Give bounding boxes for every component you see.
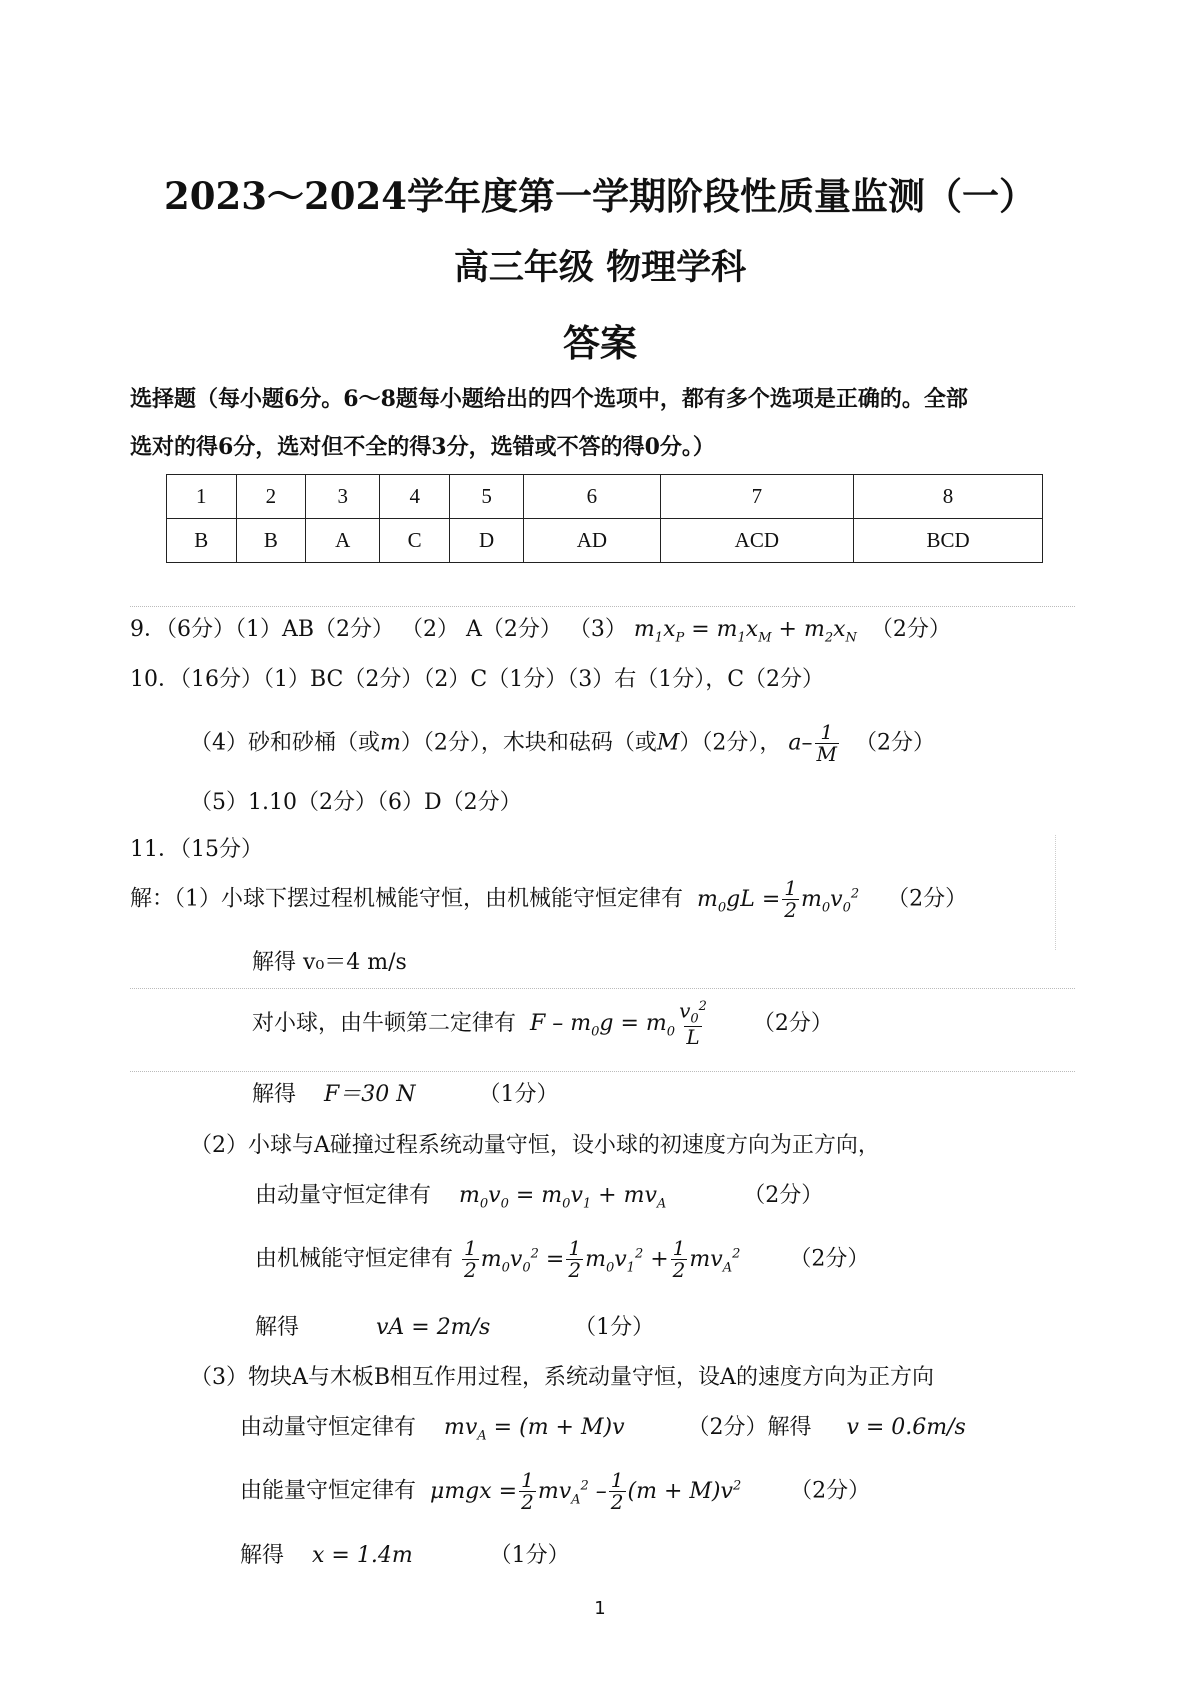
momentum-points: （2分）解得 — [687, 1415, 812, 1440]
table-cell: 2 — [236, 475, 306, 519]
answer-label: 答案 — [563, 321, 637, 365]
result-points: （1分） — [489, 1543, 570, 1568]
energy-points: （2分） — [789, 1246, 870, 1272]
q11-step1-result — [252, 945, 407, 976]
energy-points: （2分） — [790, 1478, 871, 1504]
q11-part3-intro: （3）物块A与木板B相互作用过程，系统动量守恒，设A的速度方向为正方向 — [190, 1365, 934, 1390]
result-label: 解得 — [252, 950, 297, 975]
table-cell: 5 — [449, 475, 523, 519]
result-points: （1分） — [478, 1082, 559, 1107]
q11-part3-result — [240, 1538, 570, 1569]
result-label: 解得 — [240, 1543, 285, 1568]
result-label: 解得 — [255, 1315, 300, 1340]
q11-header: 11．（15分） — [130, 837, 263, 862]
q9-text: 9．（6分）（1）AB（2分） （2） A（2分） （3） — [130, 617, 627, 642]
q11-step2-label: 对小球，由牛顿第二定律有 — [252, 1011, 517, 1037]
result-value: x = 1.4m — [312, 1543, 413, 1568]
momentum-formula: $mv_A = (m + M)v$ — [444, 1415, 625, 1444]
q10-line-1: 10．（16分）（1）BC（2分）（2）C（1分）（3）右（1分），C（2分） — [130, 667, 825, 692]
energy-label: 由机械能守恒定律有 — [255, 1246, 454, 1272]
divider — [130, 988, 1075, 989]
energy-formula: μmgx = $\frac{1}{2}$ $mv_A^2$ – $\frac{1}{2}$ $(m + M)v^2$ — [430, 1468, 742, 1514]
table-cell: A — [306, 519, 380, 563]
momentum-label: 由动量守恒定律有 — [240, 1415, 417, 1440]
result-points: （1分） — [574, 1315, 655, 1340]
result-value: v = 0.6m/s — [846, 1415, 966, 1440]
q11-step2 — [252, 1000, 833, 1048]
q11-step2-formula: $F - m_0g = m_0$ $\frac{v_0^2}{L}$ — [530, 998, 707, 1050]
table-row-answers — [167, 519, 1043, 563]
table-cell: D — [449, 519, 523, 563]
q11-step1-label: 解：（1）小球下摆过程机械能守恒，由机械能守恒定律有 — [130, 886, 683, 912]
table-cell: 6 — [524, 475, 660, 519]
q11-step3 — [252, 1077, 558, 1108]
result-value: vA = 2m/s — [375, 1315, 491, 1340]
momentum-label: 由动量守恒定律有 — [255, 1183, 432, 1208]
energy-label: 由能量守恒定律有 — [240, 1478, 417, 1504]
q10-line-3: （5）1.10（2分）（6）D（2分） — [190, 790, 522, 815]
q11-part3-energy — [240, 1470, 870, 1513]
page-number: 1 — [594, 1598, 606, 1619]
fraction-1-over-M: $\frac{1}{M}$ — [816, 720, 838, 766]
q10-symbol-m: m — [380, 730, 401, 756]
momentum-points: （2分） — [743, 1183, 824, 1208]
answer-table — [166, 474, 1043, 563]
q11-step1-points: （2分） — [887, 886, 968, 912]
q11-part2-momentum — [255, 1178, 823, 1211]
result-value: F＝30 N — [324, 1082, 416, 1107]
table-cell: AD — [524, 519, 660, 563]
result-label: 解得 — [252, 1082, 297, 1107]
q9-formula: $m_1x_P = m_1x_M + m_2x_N$ — [633, 617, 857, 646]
result-value: v₀＝4 m/s — [303, 950, 407, 975]
q10-formula: a — [788, 730, 802, 756]
table-cell: 7 — [660, 475, 854, 519]
exam-title: 2023～2024学年度第一学期阶段性质量监测（一） — [164, 174, 1036, 218]
table-cell: B — [167, 519, 237, 563]
table-cell: 3 — [306, 475, 380, 519]
intro-line-2: 选对的得6分，选对但不全的得3分，选错或不答的得0分。） — [130, 434, 715, 460]
q11-step2-points: （2分） — [752, 1011, 833, 1037]
divider — [1055, 835, 1056, 950]
q11-part2-result — [255, 1310, 654, 1341]
table-cell: BCD — [854, 519, 1043, 563]
q10-line-2: （4）砂和砂桶（或m）（2分），木块和砝码（或M）（2分）， a– $\frac{1}{M}$ （2分） — [190, 720, 936, 766]
q11-step1-formula: $m_0gL$ = $\frac{1}{2}$ $m_0v_0^2$ — [697, 876, 860, 922]
q10-text-b: ）（2分），木块和砝码（或 — [400, 730, 657, 756]
momentum-formula: $m_0v_0 = m_0v_1 + mv_A$ — [459, 1183, 667, 1212]
divider — [130, 606, 1075, 607]
grade-subject-title: 高三年级 物理学科 — [453, 247, 747, 288]
q11-part2-intro: （2）小球与A碰撞过程系统动量守恒，设小球的初速度方向为正方向， — [190, 1133, 880, 1158]
table-row-numbers — [167, 475, 1043, 519]
q9-line — [130, 612, 951, 645]
q9-points: （2分） — [870, 617, 951, 642]
q10-symbol-M: M — [656, 730, 680, 756]
table-cell: 8 — [854, 475, 1043, 519]
q10-text-c: ）（2分）， — [679, 730, 782, 756]
q10-points: （2分） — [855, 730, 936, 756]
energy-formula: $\frac{1}{2}$ $m_0v_0^2$ = $\frac{1}{2}$ $m_0v_1^2$ + $\frac{1}{2}$ $mv_A^2$ — [464, 1236, 741, 1282]
q10-text-a: （4）砂和砂桶（或 — [190, 730, 380, 756]
table-cell: 1 — [167, 475, 237, 519]
table-cell: C — [380, 519, 450, 563]
table-cell: ACD — [660, 519, 854, 563]
intro-line-1: 选择题（每小题6分。6～8题每小题给出的四个选项中，都有多个选项是正确的。全部 — [130, 386, 968, 412]
table-cell: B — [236, 519, 306, 563]
q11-step1 — [130, 878, 967, 921]
q11-part2-energy — [255, 1238, 869, 1281]
divider — [130, 1071, 1075, 1072]
table-cell: 4 — [380, 475, 450, 519]
q11-part3-momentum — [240, 1410, 966, 1443]
